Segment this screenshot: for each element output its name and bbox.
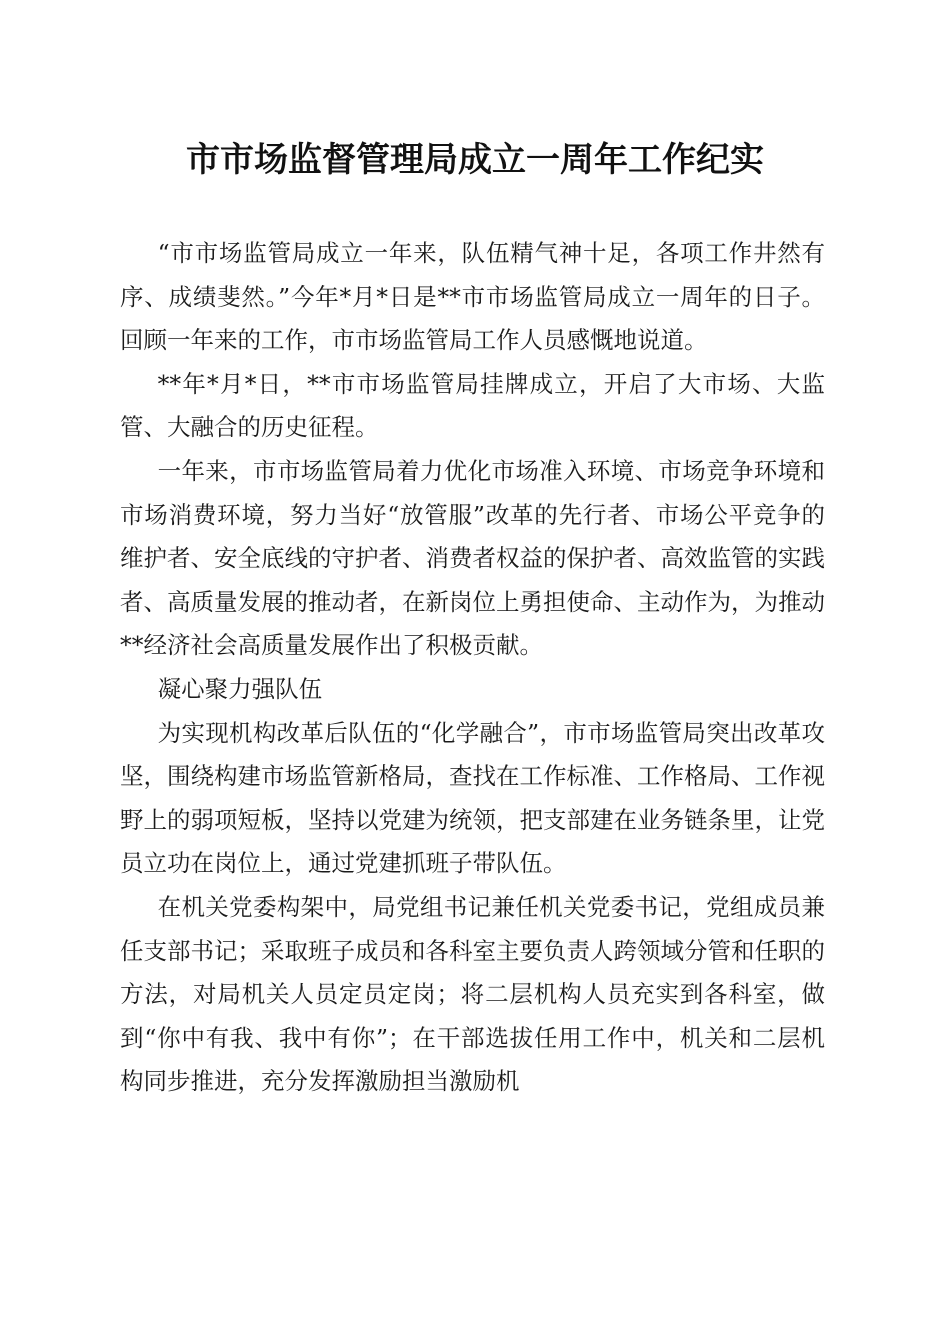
paragraph: **年*月*日，**市市场监管局挂牌成立，开启了大市场、大监管、大融合的历史征程。	[120, 369, 825, 442]
paragraph: 在机关党委构架中，局党组书记兼任机关党委书记，党组成员兼任支部书记；采取班子成员和各科室主要负责人跨领域分管和任职的方法，对局机关人员定员定岗；将二层机构人员充实到各科室，做到“你中有我、我中有你”；在干部选拔任用工作中，机关和二层机构同步推进，充分发挥激励担当激励机	[120, 892, 825, 1096]
paragraph: “市市场监管局成立一年来，队伍精气神十足，各项工作井然有序、成绩斐然。”今年*月*日是**市市场监管局成立一周年的日子。回顾一年来的工作，市市场监管局工作人员感慨地说道。	[120, 239, 825, 355]
paragraph: 为实现机构改革后队伍的“化学融合”，市市场监管局突出改革攻坚，围绕构建市场监管新格局，查找在工作标准、工作格局、工作视野上的弱项短板，坚持以党建为统领，把支部建在业务链条里，让党员立功在岗位上，通过党建抓班子带队伍。	[120, 718, 825, 878]
section-heading: 凝心聚力强队伍	[157, 674, 323, 703]
paragraph: 一年来，市市场监管局着力优化市场准入环境、市场竞争环境和市场消费环境，努力当好“放管服”改革的先行者、市场公平竞争的维护者、安全底线的守护者、消费者权益的保护者、高效监管的实践者、高质量发展的推动者，在新岗位上勇担使命、主动作为，为推动**经济社会高质量发展作出了积极贡献。	[120, 456, 825, 660]
document-title: 市市场监督管理局成立一周年工作纪实	[186, 140, 764, 180]
document-body	[120, 232, 825, 1104]
